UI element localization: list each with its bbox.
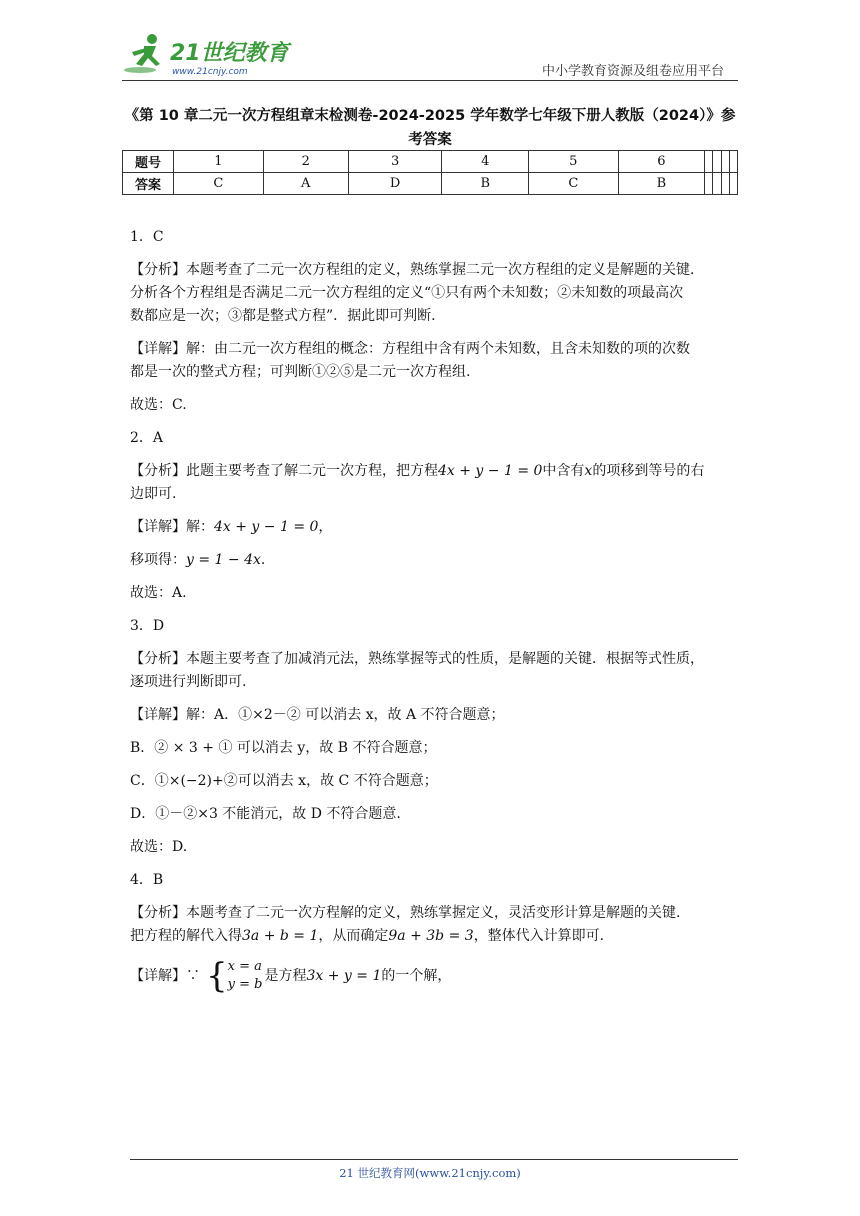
- q3-option-b: B．② × 3 + ① 可以消去 y，故 B 不符合题意；: [130, 740, 437, 756]
- q2-choice: 故选：A.: [130, 585, 187, 601]
- q2-analysis-line-2: 边即可.: [130, 486, 177, 502]
- q2-detail-label: 【详解】解：: [130, 519, 214, 535]
- system-rows: [228, 958, 263, 994]
- table-cell: [729, 151, 737, 173]
- brace-glyph: {: [206, 956, 228, 996]
- header-divider: [122, 80, 738, 81]
- q1-analysis-line-3: 数都应是一次；③都是整式方程”．据此即可判断.: [130, 308, 436, 324]
- site-logo[interactable]: [122, 30, 292, 78]
- q2-number: 2．A: [130, 430, 164, 446]
- table-cell: 5: [528, 151, 618, 173]
- q4-detail-text-b: 是方程: [264, 968, 307, 984]
- q3-option-c: C．①×(−2)+②可以消去 x，故 C 不符合题意；: [130, 773, 438, 789]
- table-cell: [721, 173, 729, 195]
- q2-move-label: 移项得：: [130, 552, 186, 568]
- q4-detail-equation: 3x + y = 1: [306, 968, 382, 984]
- table-cell: [721, 151, 729, 173]
- q2-detail: [130, 516, 738, 539]
- table-cell: 1: [174, 151, 264, 173]
- table-cell: [713, 173, 721, 195]
- q4-detail-text-c: 的一个解，: [381, 968, 452, 984]
- q1-analysis-line-1: 【分析】本题考查了二元一次方程组的定义，熟练掌握二元一次方程组的定义是解题的关键.: [130, 262, 695, 278]
- page-header: [122, 30, 738, 78]
- solution-content: [130, 226, 738, 1004]
- q2-move: [130, 549, 738, 572]
- q2-move-punct: .: [260, 552, 266, 568]
- q2-detail-punct: ，: [318, 519, 333, 535]
- q2-equation: 4x + y − 1 = 0: [438, 463, 543, 479]
- q2-analysis-text-b: 中含有: [542, 463, 585, 479]
- table-cell: D: [348, 173, 442, 195]
- platform-name: 中小学教育资源及组卷应用平台: [541, 64, 724, 79]
- q4-analysis-text-b: ，从而确定: [318, 928, 389, 944]
- document-title: [122, 104, 738, 152]
- q2-move-equation: y = 1 − 4x: [186, 552, 261, 568]
- q4-equation-1: 3a + b = 1: [242, 928, 319, 944]
- table-cell: 4: [442, 151, 529, 173]
- q4-detail: [130, 958, 738, 994]
- q1-detail: [130, 338, 738, 384]
- table-cell: 2: [263, 151, 348, 173]
- footer-link[interactable]: 21 世纪教育网(www.21cnjy.com): [339, 1166, 521, 1180]
- equation-system: [206, 958, 262, 994]
- table-cell: 6: [618, 151, 705, 173]
- title-line-1: 《第 10 章二元一次方程组章末检测卷-2024-2025 学年数学七年级下册人教版（2024）》参: [124, 108, 736, 124]
- q2-analysis-text-c: 的项移到等号的右: [592, 463, 705, 479]
- q2-detail-equation: 4x + y − 1 = 0: [214, 519, 319, 535]
- table-cell: B: [442, 173, 529, 195]
- answer-table: [122, 150, 738, 195]
- table-cell: [713, 151, 721, 173]
- q3-analysis-line-1: 【分析】本题主要考查了加减消元法，熟练掌握等式的性质，是解题的关键．根据等式性质，: [130, 651, 704, 667]
- q1-analysis: [130, 259, 738, 328]
- logo-graphic: [122, 30, 292, 78]
- q3-detail-a: 【详解】解：A．①×2－② 可以消去 x，故 A 不符合题意；: [130, 707, 505, 723]
- table-header-answer: 答案: [123, 173, 174, 195]
- q4-analysis-text-a: 把方程的解代入得: [130, 928, 242, 944]
- system-row-2: y = b: [227, 977, 263, 992]
- q4-detail-label: 【详解】∵: [130, 968, 200, 984]
- table-row-answers: [123, 173, 738, 195]
- system-row-1: x = a: [227, 959, 262, 974]
- q3-number: 3．D: [130, 618, 165, 634]
- table-cell: [705, 151, 713, 173]
- table-cell: C: [174, 173, 264, 195]
- table-cell: [705, 173, 713, 195]
- title-line-2: 考答案: [408, 132, 452, 148]
- footer-divider: [130, 1159, 738, 1160]
- table-cell: B: [618, 173, 705, 195]
- q2-analysis-text-a: 【分析】此题主要考查了解二元一次方程，把方程: [130, 463, 438, 479]
- table-cell: [729, 173, 737, 195]
- q4-number: 4．B: [130, 872, 164, 888]
- q1-analysis-line-2: 分析各个方程组是否满足二元一次方程组的定义“①只有两个未知数；②未知数的项最高次: [130, 285, 684, 301]
- q4-analysis-line-1: 【分析】本题考查了二元一次方程解的定义，熟练掌握定义，灵活变形计算是解题的关键.: [130, 905, 681, 921]
- q3-choice: 故选：D.: [130, 839, 188, 855]
- q1-detail-line-2: 都是一次的整式方程；可判断①②⑤是二元一次方程组.: [130, 364, 471, 380]
- logo-text: 21世纪教育: [170, 41, 289, 66]
- q4-equation-2: 9a + 3b = 3: [388, 928, 474, 944]
- table-cell: C: [528, 173, 618, 195]
- logo-url-text: www.21cnjy.com: [172, 67, 248, 77]
- q3-option-d: D．①－②×3 不能消元，故 D 不符合题意.: [130, 806, 401, 822]
- q2-variable: x: [584, 463, 593, 479]
- table-header-number: 题号: [123, 151, 174, 173]
- q4-analysis-text-c: ，整体代入计算即可.: [473, 928, 605, 944]
- q3-analysis: [130, 648, 738, 694]
- q1-detail-line-1: 【详解】解：由二元一次方程组的概念：方程组中含有两个未知数，且含未知数的项的次数: [130, 341, 690, 357]
- q2-analysis: [130, 460, 738, 506]
- q4-analysis: [130, 902, 738, 948]
- q3-analysis-line-2: 逐项进行判断即可.: [130, 674, 247, 690]
- q1-number: 1．C: [130, 229, 164, 245]
- q1-choice: 故选：C.: [130, 397, 187, 413]
- table-cell: 3: [348, 151, 442, 173]
- table-row-numbers: [123, 151, 738, 173]
- table-cell: A: [263, 173, 348, 195]
